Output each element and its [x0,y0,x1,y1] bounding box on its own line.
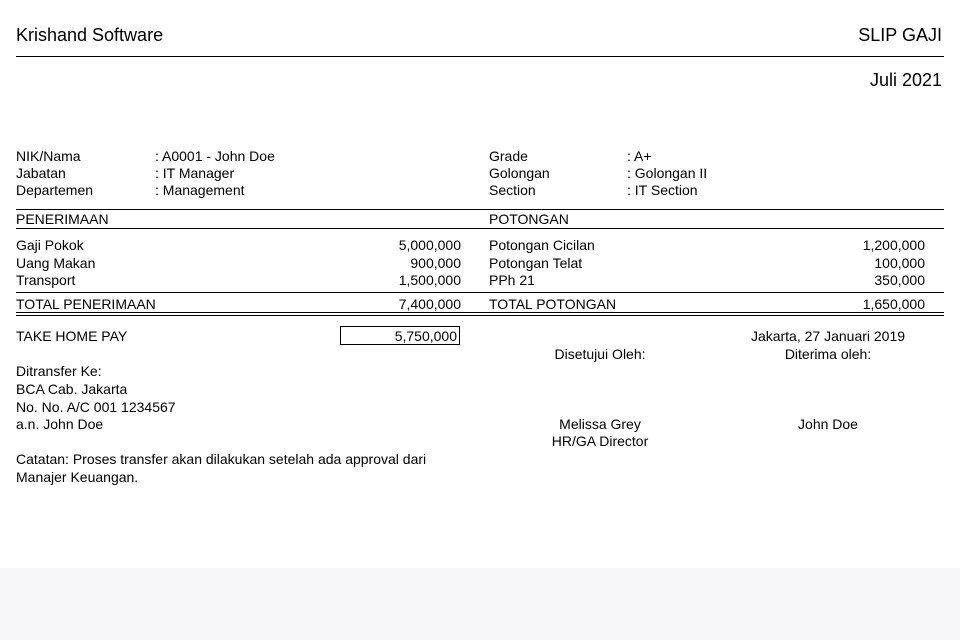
departemen-value: : Management [155,182,245,198]
potongan-item-label: Potongan Cicilan [489,237,595,253]
note-line: Manajer Keuangan. [16,469,139,485]
take-home-pay-label: TAKE HOME PAY [16,328,128,344]
penerimaan-item-label: Gaji Pokok [16,237,84,253]
potongan-item-value: 100,000 [874,255,925,271]
take-home-pay-value: 5,750,000 [394,328,457,344]
approver-name: Melissa Grey [559,416,641,432]
document-title: SLIP GAJI [858,25,942,45]
transfer-line: No. No. A/C 001 1234567 [16,399,176,415]
received-by-label: Diterima oleh: [784,346,872,362]
total-penerimaan-label: TOTAL PENERIMAAN [16,296,156,312]
approved-by-label: Disetujui Oleh: [554,346,646,362]
place-date: Jakarta, 27 Januari 2019 [750,328,906,344]
potongan-heading: POTONGAN [489,211,569,227]
potongan-item-value: 350,000 [874,272,925,288]
penerimaan-item-value: 900,000 [410,255,461,271]
transfer-line: BCA Cab. Jakarta [16,381,128,397]
grade-value: : A+ [627,148,652,164]
golongan-value: : Golongan II [627,165,708,181]
nik-value: : A0001 - John Doe [155,148,275,164]
transfer-line: Ditransfer Ke: [16,363,102,379]
penerimaan-item-value: 5,000,000 [398,237,461,253]
grade-label: Grade [489,148,528,164]
nik-label: NIK/Nama [16,148,81,164]
transfer-line: a.n. John Doe [16,416,104,432]
approver-title: HR/GA Director [551,433,649,449]
total-penerimaan-value: 7,400,000 [398,296,461,312]
receiver-name: John Doe [798,416,858,432]
potongan-item-label: Potongan Telat [489,255,583,271]
totals-top-divider [16,292,944,293]
penerimaan-item-value: 1,500,000 [398,272,461,288]
penerimaan-heading: PENERIMAAN [16,211,109,227]
total-potongan-value: 1,650,000 [862,296,925,312]
total-potongan-label: TOTAL POTONGAN [489,296,617,312]
penerimaan-item-label: Uang Makan [16,255,96,271]
jabatan-label: Jabatan [16,165,66,181]
penerimaan-item-label: Transport [16,272,76,288]
header-divider [16,56,944,57]
jabatan-value: : IT Manager [155,165,235,181]
potongan-item-value: 1,200,000 [862,237,925,253]
section-label: Section [489,182,536,198]
section-heading-divider [16,228,944,229]
totals-bottom-double-divider [16,312,944,316]
section-value: : IT Section [627,182,698,198]
section-top-divider [16,209,944,210]
potongan-item-label: PPh 21 [489,272,535,288]
golongan-label: Golongan [489,165,550,181]
note-line: Catatan: Proses transfer akan dilakukan setelah ada approval dari [16,451,427,467]
company-name: Krishand Software [16,25,164,45]
departemen-label: Departemen [16,182,94,198]
period: Juli 2021 [869,70,942,90]
